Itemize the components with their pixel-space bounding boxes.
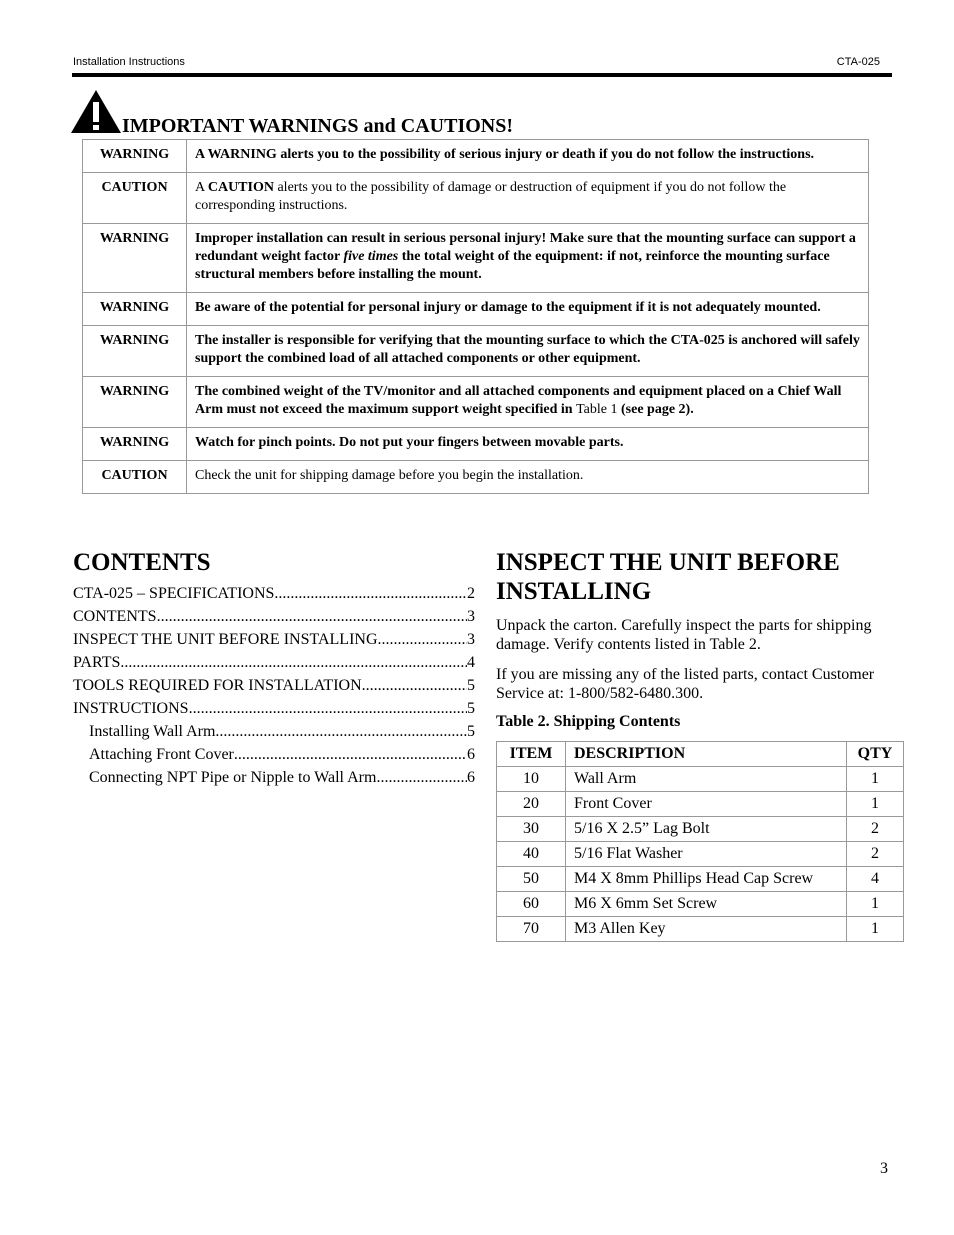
cell-item: 20 [497,792,566,817]
warning-text: Check the unit for shipping damage before you begin the installation. [187,461,869,494]
contents-heading: CONTENTS [73,549,211,576]
warning-label: WARNING [83,428,187,461]
column-header-qty: QTY [847,742,904,767]
cell-description: 5/16 X 2.5” Lag Bolt [566,817,847,842]
warning-triangle-icon [70,88,122,134]
toc-entry-connecting-npt-pipe[interactable]: Connecting NPT Pipe or Nipple to Wall Arm. ..... 6 [73,769,475,792]
cell-qty: 1 [847,892,904,917]
table-row [497,767,904,792]
warning-label: WARNING [83,293,187,326]
cell-qty: 4 [847,867,904,892]
page-number: 3 [880,1160,888,1177]
toc-entry-installing-wall-arm[interactable]: Installing Wall Arm ..... 5 [73,723,475,746]
warning-row [83,377,869,428]
cell-item: 50 [497,867,566,892]
cell-description: M4 X 8mm Phillips Head Cap Screw [566,867,847,892]
table-row [497,892,904,917]
toc-entry-attaching-front-cover[interactable]: Attaching Front Cover ..... 6 [73,746,475,769]
cell-item: 40 [497,842,566,867]
warning-text: Be aware of the potential for personal injury or damage to the equipment if it is not adequately mounted. [187,293,869,326]
cell-qty: 1 [847,917,904,942]
toc-entry-specifications[interactable]: CTA-025 – SPECIFICATIONS ..... 2 [73,585,475,608]
table-row [497,792,904,817]
warning-text: Improper installation can result in serious personal injury! Make sure that the mounting surface can support a redundant weight factor five times the total weight of the equipment: if not, reinforce the mounting surface structural members before installing the mount. [187,224,869,293]
cell-item: 70 [497,917,566,942]
warnings-title: IMPORTANT WARNINGS and CAUTIONS! [122,115,514,137]
toc-entry-contents[interactable]: CONTENTS ..... 3 [73,608,475,631]
warning-label: CAUTION [83,461,187,494]
table-row [497,867,904,892]
inspect-paragraph-2: If you are missing any of the listed parts, contact Customer Service at: 1-800/582-6480.300. [496,666,875,702]
cell-qty: 1 [847,792,904,817]
warning-text: The installer is responsible for verifying that the mounting surface to which the CTA-025 is anchored will safely support the combined load of all attached components or other equipment. [187,326,869,377]
table-row [497,842,904,867]
toc-entry-inspect[interactable]: INSPECT THE UNIT BEFORE INSTALLING ..... 3 [73,631,475,654]
inspect-heading: INSPECT THE UNIT BEFORE INSTALLING [496,549,840,605]
warning-row [83,326,869,377]
toc-entry-instructions[interactable]: INSTRUCTIONS ..... 5 [73,700,475,723]
warning-text: A WARNING alerts you to the possibility of serious injury or death if you do not follow the instructions. [187,140,869,173]
table-header-row [497,742,904,767]
warning-row [83,428,869,461]
cell-qty: 1 [847,767,904,792]
warning-label: WARNING [83,140,187,173]
warning-row [83,140,869,173]
header-model-number: CTA-025 [836,56,880,68]
cell-item: 10 [497,767,566,792]
cell-description: M3 Allen Key [566,917,847,942]
cell-qty: 2 [847,817,904,842]
warning-text: Watch for pinch points. Do not put your fingers between movable parts. [187,428,869,461]
cell-description: M6 X 6mm Set Screw [566,892,847,917]
cell-item: 60 [497,892,566,917]
shipping-contents-table [496,741,904,942]
warning-row [83,293,869,326]
cell-qty: 2 [847,842,904,867]
warning-label: CAUTION [83,173,187,224]
inspect-paragraph-1: Unpack the carton. Carefully inspect the parts for shipping damage. Verify contents listed in Table 2. [496,617,872,653]
warning-text: A CAUTION alerts you to the possibility of damage or destruction of equipment if you do not follow the corresponding instructions. [187,173,869,224]
warning-label: WARNING [83,326,187,377]
cell-description: Wall Arm [566,767,847,792]
toc-entry-tools[interactable]: TOOLS REQUIRED FOR INSTALLATION ..... 5 [73,677,475,700]
warning-label: WARNING [83,224,187,293]
cell-description: 5/16 Flat Washer [566,842,847,867]
warning-row [83,224,869,293]
warning-text: The combined weight of the TV/monitor and all attached components and equipment placed on a Chief Wall Arm must not exceed the maximum support weight specified in Table 1 (see page 2). [187,377,869,428]
page-header [72,55,892,77]
table-of-contents [73,585,475,792]
table-row [497,917,904,942]
toc-entry-parts[interactable]: PARTS ..... 4 [73,654,475,677]
warning-label: WARNING [83,377,187,428]
column-header-description: DESCRIPTION [566,742,847,767]
cell-description: Front Cover [566,792,847,817]
table-row [497,817,904,842]
warning-row [83,173,869,224]
warnings-table [82,139,869,494]
cell-item: 30 [497,817,566,842]
column-header-item: ITEM [497,742,566,767]
table-1-reference: Table 1 [576,402,618,417]
shipping-table-caption: Table 2. Shipping Contents [496,713,681,730]
header-doc-title: Installation Instructions [73,56,185,68]
warning-row [83,461,869,494]
